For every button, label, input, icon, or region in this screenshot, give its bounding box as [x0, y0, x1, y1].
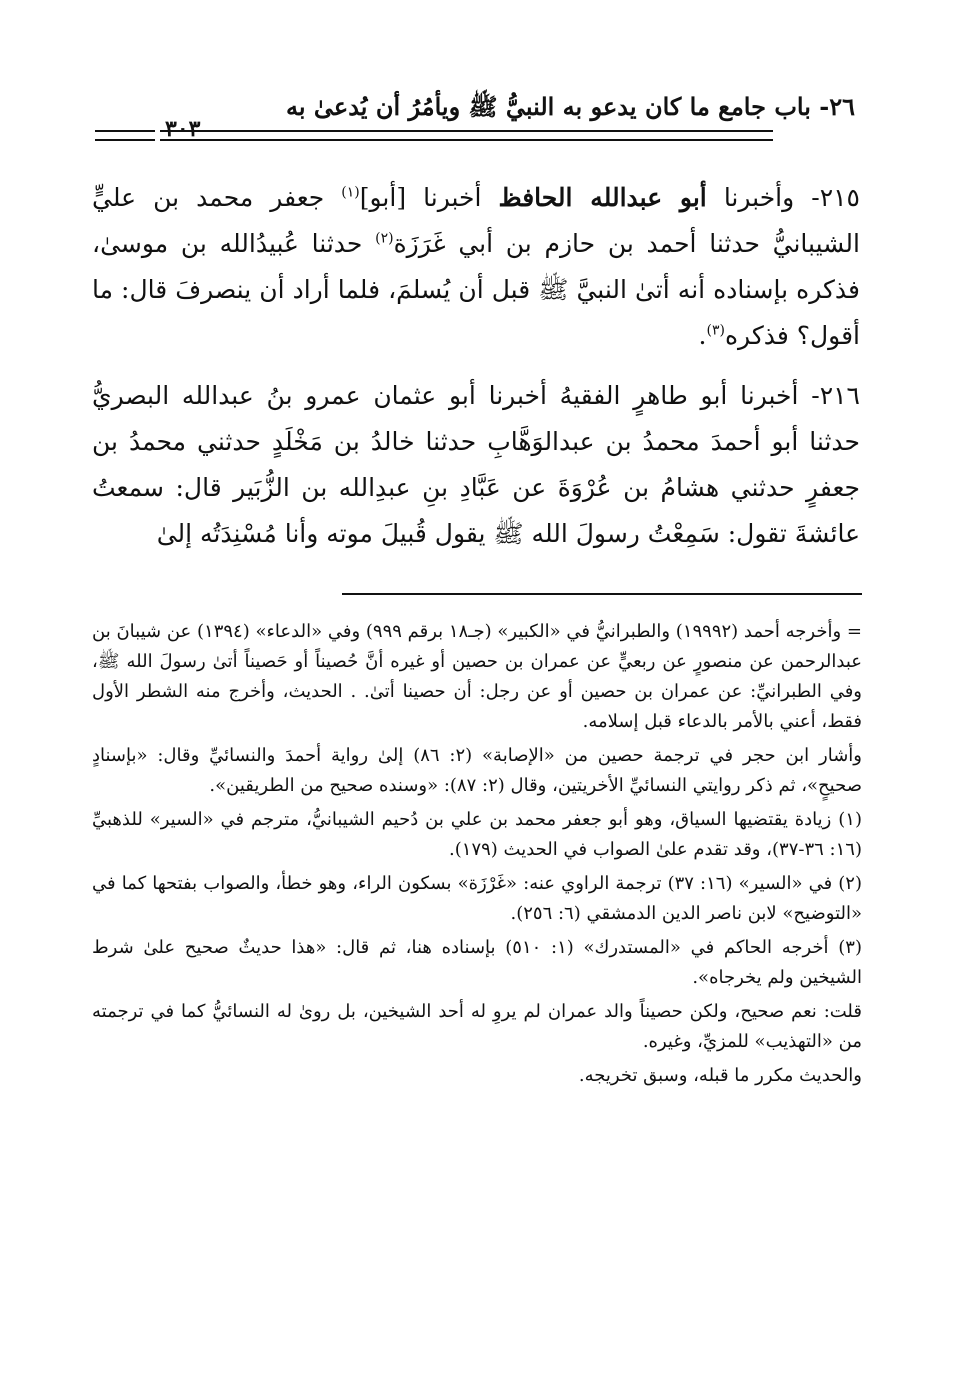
main-text — [92, 175, 860, 571]
hadith-text: جعفر محمد بن عليٍّ الشيبانيُّ حدثنا أحمد بن حازم بن أبي غَرَزَة — [92, 183, 860, 258]
footnote-1: (١) زيادة يقتضيها السياق، وهو أبو جعفر محمد بن علي بن دُحيم الشيبانيُّ، مترجم في «السير» للذهبيِّ (١٦: ٣٦-٣٧)، وقد تقدم علىٰ الصواب في الحديث (١٧٩). — [92, 809, 862, 860]
hadith-216 — [92, 373, 860, 557]
running-header — [95, 92, 855, 132]
hadith-text: أخبرنا [أبو] — [359, 183, 499, 212]
hadith-text: أخبرنا أبو طاهرٍ الفقيهُ أخبرنا أبو عثمان عمرو بنُ عبدالله البصريُّ حدثنا أبو أحمدَ محمدُ بن عبدالوَهَّابِ حدثنا خالدُ بن مَخْلَدٍ حدثني محمدُ بن جعفرٍ حدثني هشامُ بن عُرْوَةَ عن عَبَّادِ بنِ عبدِالله بن الزُّبَير قال: سمعتُ عائشةَ تقول: سَمِعْتُ رسولَ الله ﷺ يقول قُبيلَ موته وأنا مُسْنِدَتُه إلىٰ — [92, 381, 860, 548]
footnote-ref: (١) — [341, 184, 360, 201]
header-rule-long — [160, 130, 773, 141]
hadith-text: وأخبرنا — [706, 183, 812, 212]
header-rule-short — [95, 130, 155, 141]
footnote-3-comment: قلت: نعم صحيح، ولكن حصيناً والد عمران لم يروِ له أحد الشيخين، بل روىٰ له النسائيُّ كما في ترجمته من «التهذيب» للمزيِّ، وغيره. — [92, 1001, 862, 1052]
page-number: ٣٠٣ — [165, 116, 201, 142]
hadith-number: ٢١٦- — [811, 381, 860, 410]
footnote-3: (٣) أخرجه الحاكم في «المستدرك» (١: ٥١٠) بإسناده هنا، ثم قال: «هذا حديثٌ صحيح علىٰ شرط الشيخين ولم يخرجاه». — [92, 937, 862, 988]
footnote-continuation: وأشار ابن حجر في ترجمة حصين من «الإصابة» (٢: ٨٦) إلىٰ رواية أحمدَ والنسائيِّ وقال: «بإسنادٍ صحيحٍ»، ثم ذكر روايتي النسائيِّ الأخريتين، وقال (٢: ٨٧): «وسنده صحيح من الطريقين». — [92, 745, 862, 796]
footnote-continuation: = وأخرجه أحمد (١٩٩٩٢) والطبرانيُّ في «الكبير» (جـ١٨ برقم ٩٩٩) وفي «الدعاء» (١٣٩٤) عن شيبانَ بن عبدالرحمن عن منصورٍ عن ربعيٍّ عن عمران بن حصين أو غيره أنَّ حُصيناً أو حَصيناً أتىٰ رسولَ الله ﷺ، وفي الطبرانيِّ: عن عمران بن حصين أو عن رجل: أن حصينا أتىٰ. . الحديث، وأخرج منه الشطر الأول فقط، أعني بالأمر بالدعاء قبل إسلامه. — [92, 621, 862, 732]
footnote-divider — [342, 593, 862, 595]
hadith-number: ٢١٥- — [811, 183, 860, 212]
footnotes — [92, 617, 862, 1095]
hadith-215 — [92, 175, 860, 359]
narrator-name: أبو عبدالله الحافظ — [498, 183, 707, 212]
hadith-text: . — [698, 321, 707, 350]
footnote-2: (٢) في «السير» (١٦: ٣٧) ترجمة الراوي عنه: «غَرْزَة» بسكون الراء، وهو خطأ، والصواب بفتحها كما في «التوضيح» لابن ناصر الدين الدمشقي (٦: ٢٥٦). — [92, 873, 862, 924]
footnote-ref: (٣) — [706, 322, 725, 339]
footnote-ref: (٢) — [375, 230, 394, 247]
hadith-text: حدثنا عُبيدُالله بن موسىٰ، فذكره بإسناده أنه أتىٰ النبيَّ ﷺ قبل أن يُسلمَ، فلما أراد أن ينصرفَ قال: ما أقول؟ فذكره — [92, 229, 860, 350]
chapter-title: ٢٦- باب جامع ما كان يدعو به النبيُّ ﷺ ويأمُرُ أن يُدعىٰ به — [285, 92, 855, 121]
footnote-3-note: والحديث مكرر ما قبله، وسبق تخريجه. — [578, 1065, 862, 1086]
